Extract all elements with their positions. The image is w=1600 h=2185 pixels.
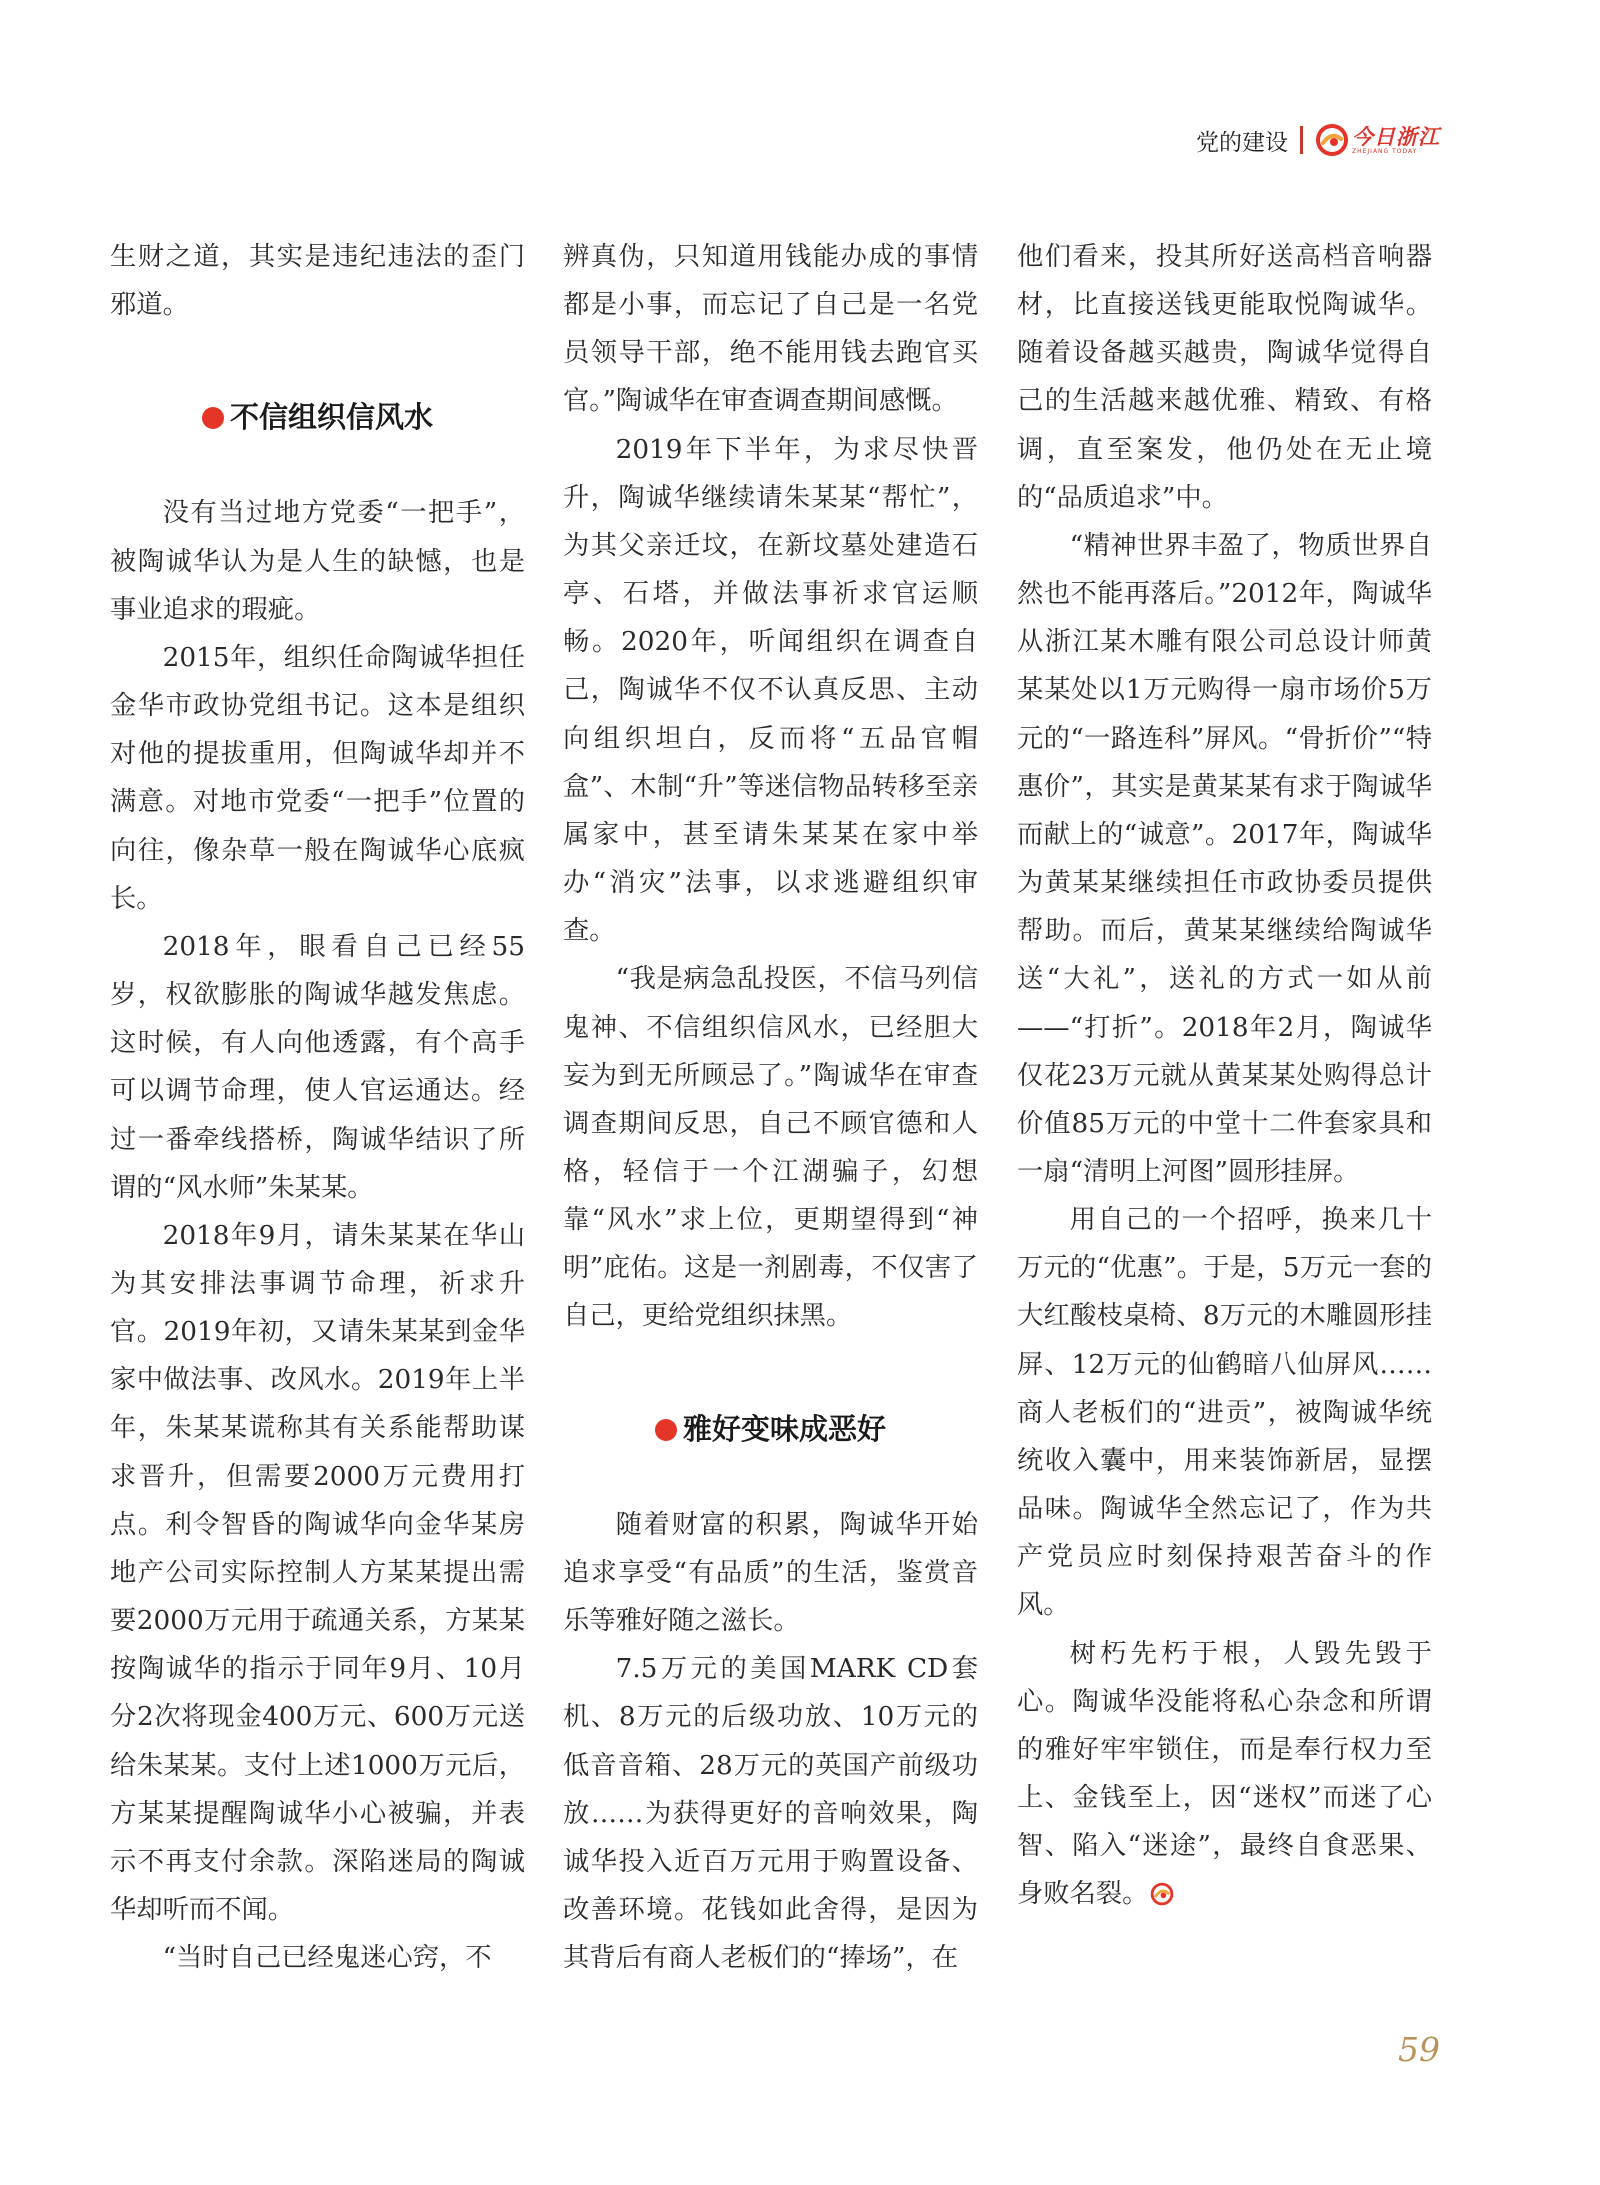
paragraph [1017,522,1432,1196]
paragraph-text: 他们看来，投其所好送高档音响器材，比直接送钱更能取悦陶诚华。随着设备越买越贵，陶诚华觉得自己的生活越来越优雅、精致、有格调，直至案发，他仍处在无止境的“品质追求”中。 [1017,242,1432,513]
section-heading [563,1405,978,1453]
header-divider [1300,126,1303,154]
paragraph-text: 树朽先朽于根，人毁先毁于心。陶诚华没能将私心杂念和所谓的雅好牢牢锁住，而是奉行权力至上、金钱至上，因“迷权”而迷了心智、陷入“迷途”，最终自食恶果、身败名裂。 [1017,1638,1432,1910]
paragraph-text: 2018年9月，请朱某某在华山为其安排法事调节命理，祈求升官。2019年初，又请朱某某到金华家中做法事、改风水。2019年上半年，朱某某谎称其有关系能帮助谋求晋升，但需要2000万元费用打点。利令智昏的陶诚华向金华某房地产公司实际控制人方某某提出需要2000万元用于疏通关系，方某某按陶诚华的指示于同年9月、10月分2次将现金400万元、600万元送给朱某某。支付上述1000万元后，方某某提醒陶诚华小心被骗，并表示不再支付余款。深陷迷局的陶诚华却听而不闻。 [110,1220,525,1925]
paragraph [110,1934,525,1982]
page-number: 59 [1398,2030,1440,2069]
paragraph-text: 2019年下半年，为求尽快晋升，陶诚华继续请朱某某“帮忙”，为其父亲迁坟，在新坟墓处建造石亭、石塔，并做法事祈求官运顺畅。2020年，听闻组织在调查自己，陶诚华不仅不认真反思、主动向组织坦白，反而将“五品官帽盒”、木制“升”等迷信物品转移至亲属家中，甚至请朱某某在家中举办“消灾”法事，以求逃避组织审查。 [563,434,978,947]
logo-english-text: ZHEJIANG TODAY [1352,147,1418,155]
section-name: 党的建设 [1196,129,1288,156]
paragraph-text: 7.5万元的美国MARK CD套机、8万元的后级功放、10万元的低音音箱、28万元的英国产前级功放……为获得更好的音响效果，陶诚华投入近百万元用于购置设备、改善环境。花钱如此舍得，是因为其背后有商人老板们的“捧场”，在 [563,1654,978,1974]
end-logo-icon [1150,1882,1174,1906]
paragraph-text: 没有当过地方党委“一把手”，被陶诚华认为是人生的缺憾，也是事业追求的瑕疵。 [110,498,525,625]
paragraph [1017,1196,1432,1629]
paragraph [563,1645,978,1982]
article-column-1 [110,233,525,1982]
paragraph [110,233,525,329]
section-heading [110,393,525,441]
paragraph [110,489,525,633]
paragraph-text: “当时自己已经鬼迷心窍，不 [162,1943,492,1974]
paragraph [1017,233,1432,522]
red-bullet-icon [655,1419,677,1441]
article-column-2 [563,233,978,1982]
section-heading-text: 雅好变味成恶好 [682,1411,886,1446]
red-bullet-icon [202,407,224,429]
logo-swirl-icon [1315,123,1349,157]
paragraph [110,923,525,1212]
heading-spacer [563,1341,978,1405]
magazine-logo [1315,123,1440,157]
logo-chinese-text: 今日浙江 [1352,123,1440,149]
paragraph [110,634,525,923]
paragraph-text: 随着财富的积累，陶诚华开始追求享受“有品质”的生活，鉴赏音乐等雅好随之滋长。 [563,1509,978,1637]
heading-spacer [563,1453,978,1501]
paragraph [563,1501,978,1645]
paragraph-text: “我是病急乱投医，不信马列信鬼神、不信组织信风水，已经胆大妄为到无所顾忌了。”陶诚华在审查调查期间反思，自己不顾官德和人格，轻信于一个江湖骗子，幻想靠“风水”求上位，更期望得到“神明”庇佑。这是一剂剧毒，不仅害了自己，更给党组织抹黑。 [563,964,978,1332]
heading-spacer [110,329,525,393]
page-header [1196,120,1440,160]
paragraph-text: 2018年，眼看自己已经55岁，权欲膨胀的陶诚华越发焦虑。这时候，有人向他透露，有个高手可以调节命理，使人官运通达。经过一番牵线搭桥，陶诚华结识了所谓的“风水师”朱某某。 [110,931,525,1203]
paragraph [1017,1630,1432,1919]
paragraph-text: 2015年，组织任命陶诚华担任金华市政协党组书记。这本是组织对他的提拔重用，但陶诚华却并不满意。对地市党委“一把手”位置的向往，像杂草一般在陶诚华心底疯长。 [110,642,525,914]
paragraph-text: 辨真伪，只知道用钱能办成的事情都是小事，而忘记了自己是一名党员领导干部，绝不能用钱去跑官买官。”陶诚华在审查调查期间感慨。 [563,242,978,417]
paragraph [110,1212,525,1934]
paragraph [563,426,978,956]
paragraph [563,233,978,426]
paragraph [563,955,978,1340]
paragraph-text: “精神世界丰盈了，物质世界自然也不能再落后。”2012年，陶诚华从浙江某木雕有限公司总设计师黄某某处以1万元购得一扇市场价5万元的“一路连科”屏风。“骨折价”“特惠价”，其实是黄某某有求于陶诚华而献上的“诚意”。2017年，陶诚华为黄某某继续担任市政协委员提供帮助。而后，黄某某继续给陶诚华送“大礼”，送礼的方式一如从前——“打折”。2018年2月，陶诚华仅花23万元就从黄某某处购得总计价值85万元的中堂十二件套家具和一扇“清明上河图”圆形挂屏。 [1017,530,1432,1187]
heading-spacer [110,441,525,489]
section-heading-text: 不信组织信风水 [229,400,433,435]
paragraph-text: 用自己的一个招呼，换来几十万元的“优惠”。于是，5万元一套的大红酸枝桌椅、8万元的木雕圆形挂屏、12万元的仙鹤暗八仙屏风……商人老板们的“进贡”，被陶诚华统统收入囊中，用来装饰新居，显摆品味。陶诚华全然忘记了，作为共产党员应时刻保持艰苦奋斗的作风。 [1017,1205,1432,1621]
paragraph-text: 生财之道，其实是违纪违法的歪门邪道。 [110,242,525,321]
article-column-3 [1017,233,1432,1918]
